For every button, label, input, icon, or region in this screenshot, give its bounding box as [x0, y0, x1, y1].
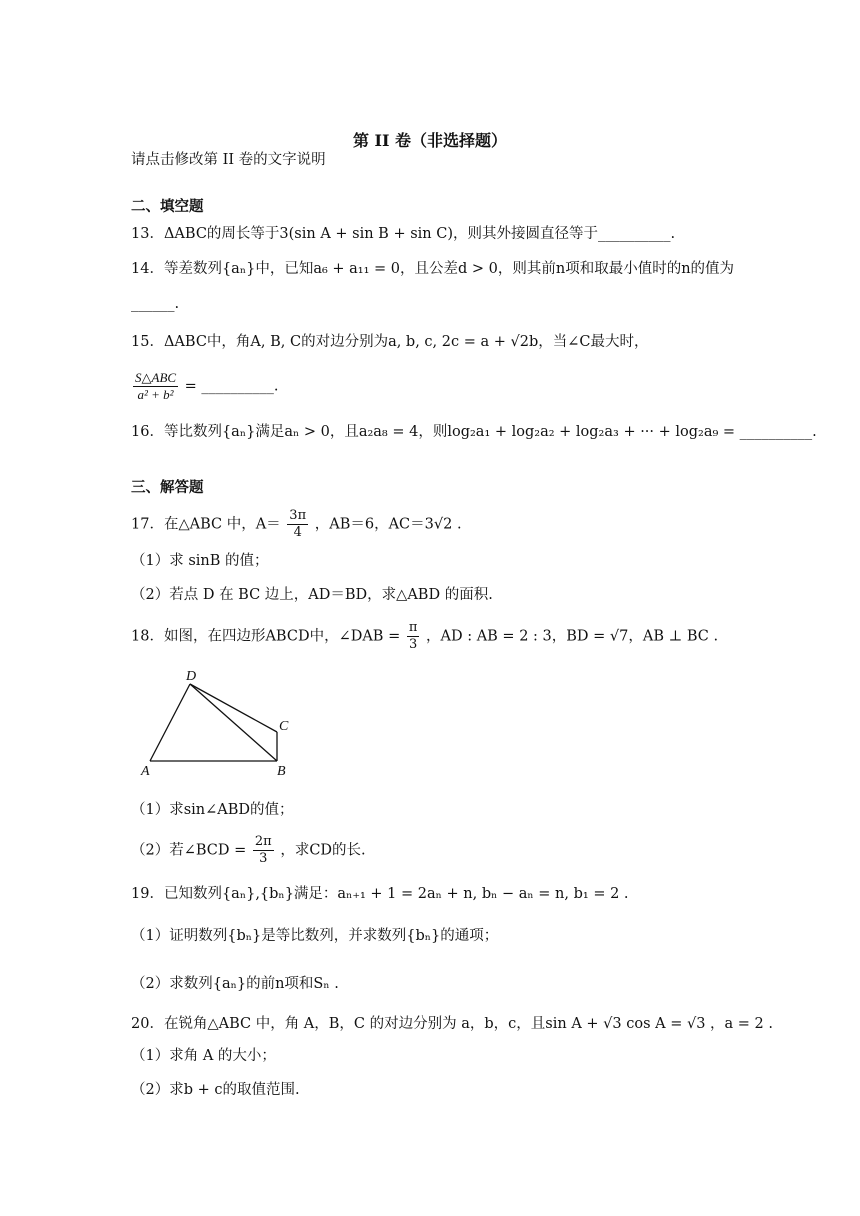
- label-B: B: [277, 764, 286, 779]
- segment-AD: [150, 684, 190, 761]
- question-16: 16．等比数列{aₙ}满足aₙ > 0，且a₂a₈ = 4，则log₂a₁ + log₂a₂ + log₂a₃ + ··· + log₂a₉ = __________.: [131, 424, 817, 440]
- question-17-part2: （2）若点 D 在 BC 边上，AD＝BD，求△ABD 的面积.: [131, 587, 493, 603]
- page-title: 第 II 卷（非选择题）: [352, 131, 508, 150]
- question-14-line1: 14．等差数列{aₙ}中，已知a₆ + a₁₁ = 0，且公差d > 0，则其前n项和取最小值时的n的值为: [131, 261, 735, 277]
- question-19-part1: （1）证明数列{bₙ}是等比数列，并求数列{bₙ}的通项；: [131, 928, 499, 944]
- question-17-part1: （1）求 sinB 的值；: [131, 553, 269, 569]
- question-18-part1: （1）求sin∠ABD的值；: [131, 802, 294, 818]
- edit-instruction[interactable]: 请点击修改第 II 卷的文字说明: [131, 152, 326, 168]
- fraction-numerator: 2π: [254, 834, 272, 849]
- fraction-denominator: a² + b²: [137, 387, 174, 402]
- question-14-line2: ______.: [131, 296, 180, 312]
- fraction-numerator: 3π: [289, 508, 307, 523]
- question-15-line1: 15．ΔABC中，角A, B, C的对边分别为a, b, c, 2c = a + √2b，当∠C最大时，: [131, 334, 649, 350]
- question-13: 13．ΔABC的周长等于3(sin A + sin B + sin C)，则其外接圆直径等于__________.: [131, 226, 676, 242]
- segment-DC: [190, 684, 277, 732]
- fraction-denominator: 4: [293, 525, 302, 540]
- question-18-prefix: 18．如图，在四边形ABCD中，∠DAB =: [131, 628, 401, 645]
- question-15-answer-blank: = __________.: [184, 378, 279, 395]
- label-C: C: [279, 719, 289, 734]
- question-18-part2-fraction: [253, 834, 274, 867]
- question-19: 19．已知数列{aₙ},{bₙ}满足：aₙ₊₁ + 1 = 2aₙ + n, bₙ − aₙ = n, b₁ = 2 .: [131, 886, 629, 902]
- question-18-part2-prefix: （2）若∠BCD =: [131, 842, 247, 859]
- fraction-numerator: S△ABC: [135, 370, 177, 385]
- question-20-part2: （2）求b + c的取值范围.: [131, 1082, 300, 1098]
- question-17-suffix: ，AB＝6，AC＝3√2 .: [314, 516, 462, 533]
- question-18-part2-suffix: ，求CD的长.: [280, 842, 366, 859]
- question-17-prefix: 17．在△ABC 中，A＝: [131, 516, 281, 533]
- label-D: D: [186, 669, 197, 684]
- section-heading-solutions: 三、解答题: [131, 479, 204, 496]
- section-heading-fill-blank: 二、填空题: [131, 198, 204, 215]
- question-18-suffix: ，AD : AB = 2 : 3，BD = √7，AB ⊥ BC .: [426, 628, 719, 645]
- fraction-numerator: π: [408, 620, 418, 635]
- question-17: [131, 508, 462, 541]
- fraction-denominator: 3: [408, 637, 418, 652]
- question-15-line2: [131, 370, 279, 403]
- fraction-denominator: 3: [259, 851, 268, 866]
- question-20: 20．在锐角△ABC 中，角 A，B，C 的对边分别为 a，b，c，且sin A + √3 cos A = √3 ，a = 2 .: [131, 1016, 774, 1032]
- quadrilateral-figure: [138, 668, 298, 780]
- label-A: A: [141, 764, 150, 779]
- question-20-part1: （1）求角 A 的大小；: [131, 1048, 276, 1064]
- question-18: [131, 620, 718, 653]
- question-15-fraction: [133, 370, 178, 403]
- question-17-fraction: [287, 508, 308, 541]
- question-18-fraction: [407, 620, 420, 653]
- question-19-part2: （2）求数列{aₙ}的前n项和Sₙ .: [131, 976, 339, 992]
- question-18-part2: [131, 834, 366, 867]
- segment-DB: [190, 684, 277, 761]
